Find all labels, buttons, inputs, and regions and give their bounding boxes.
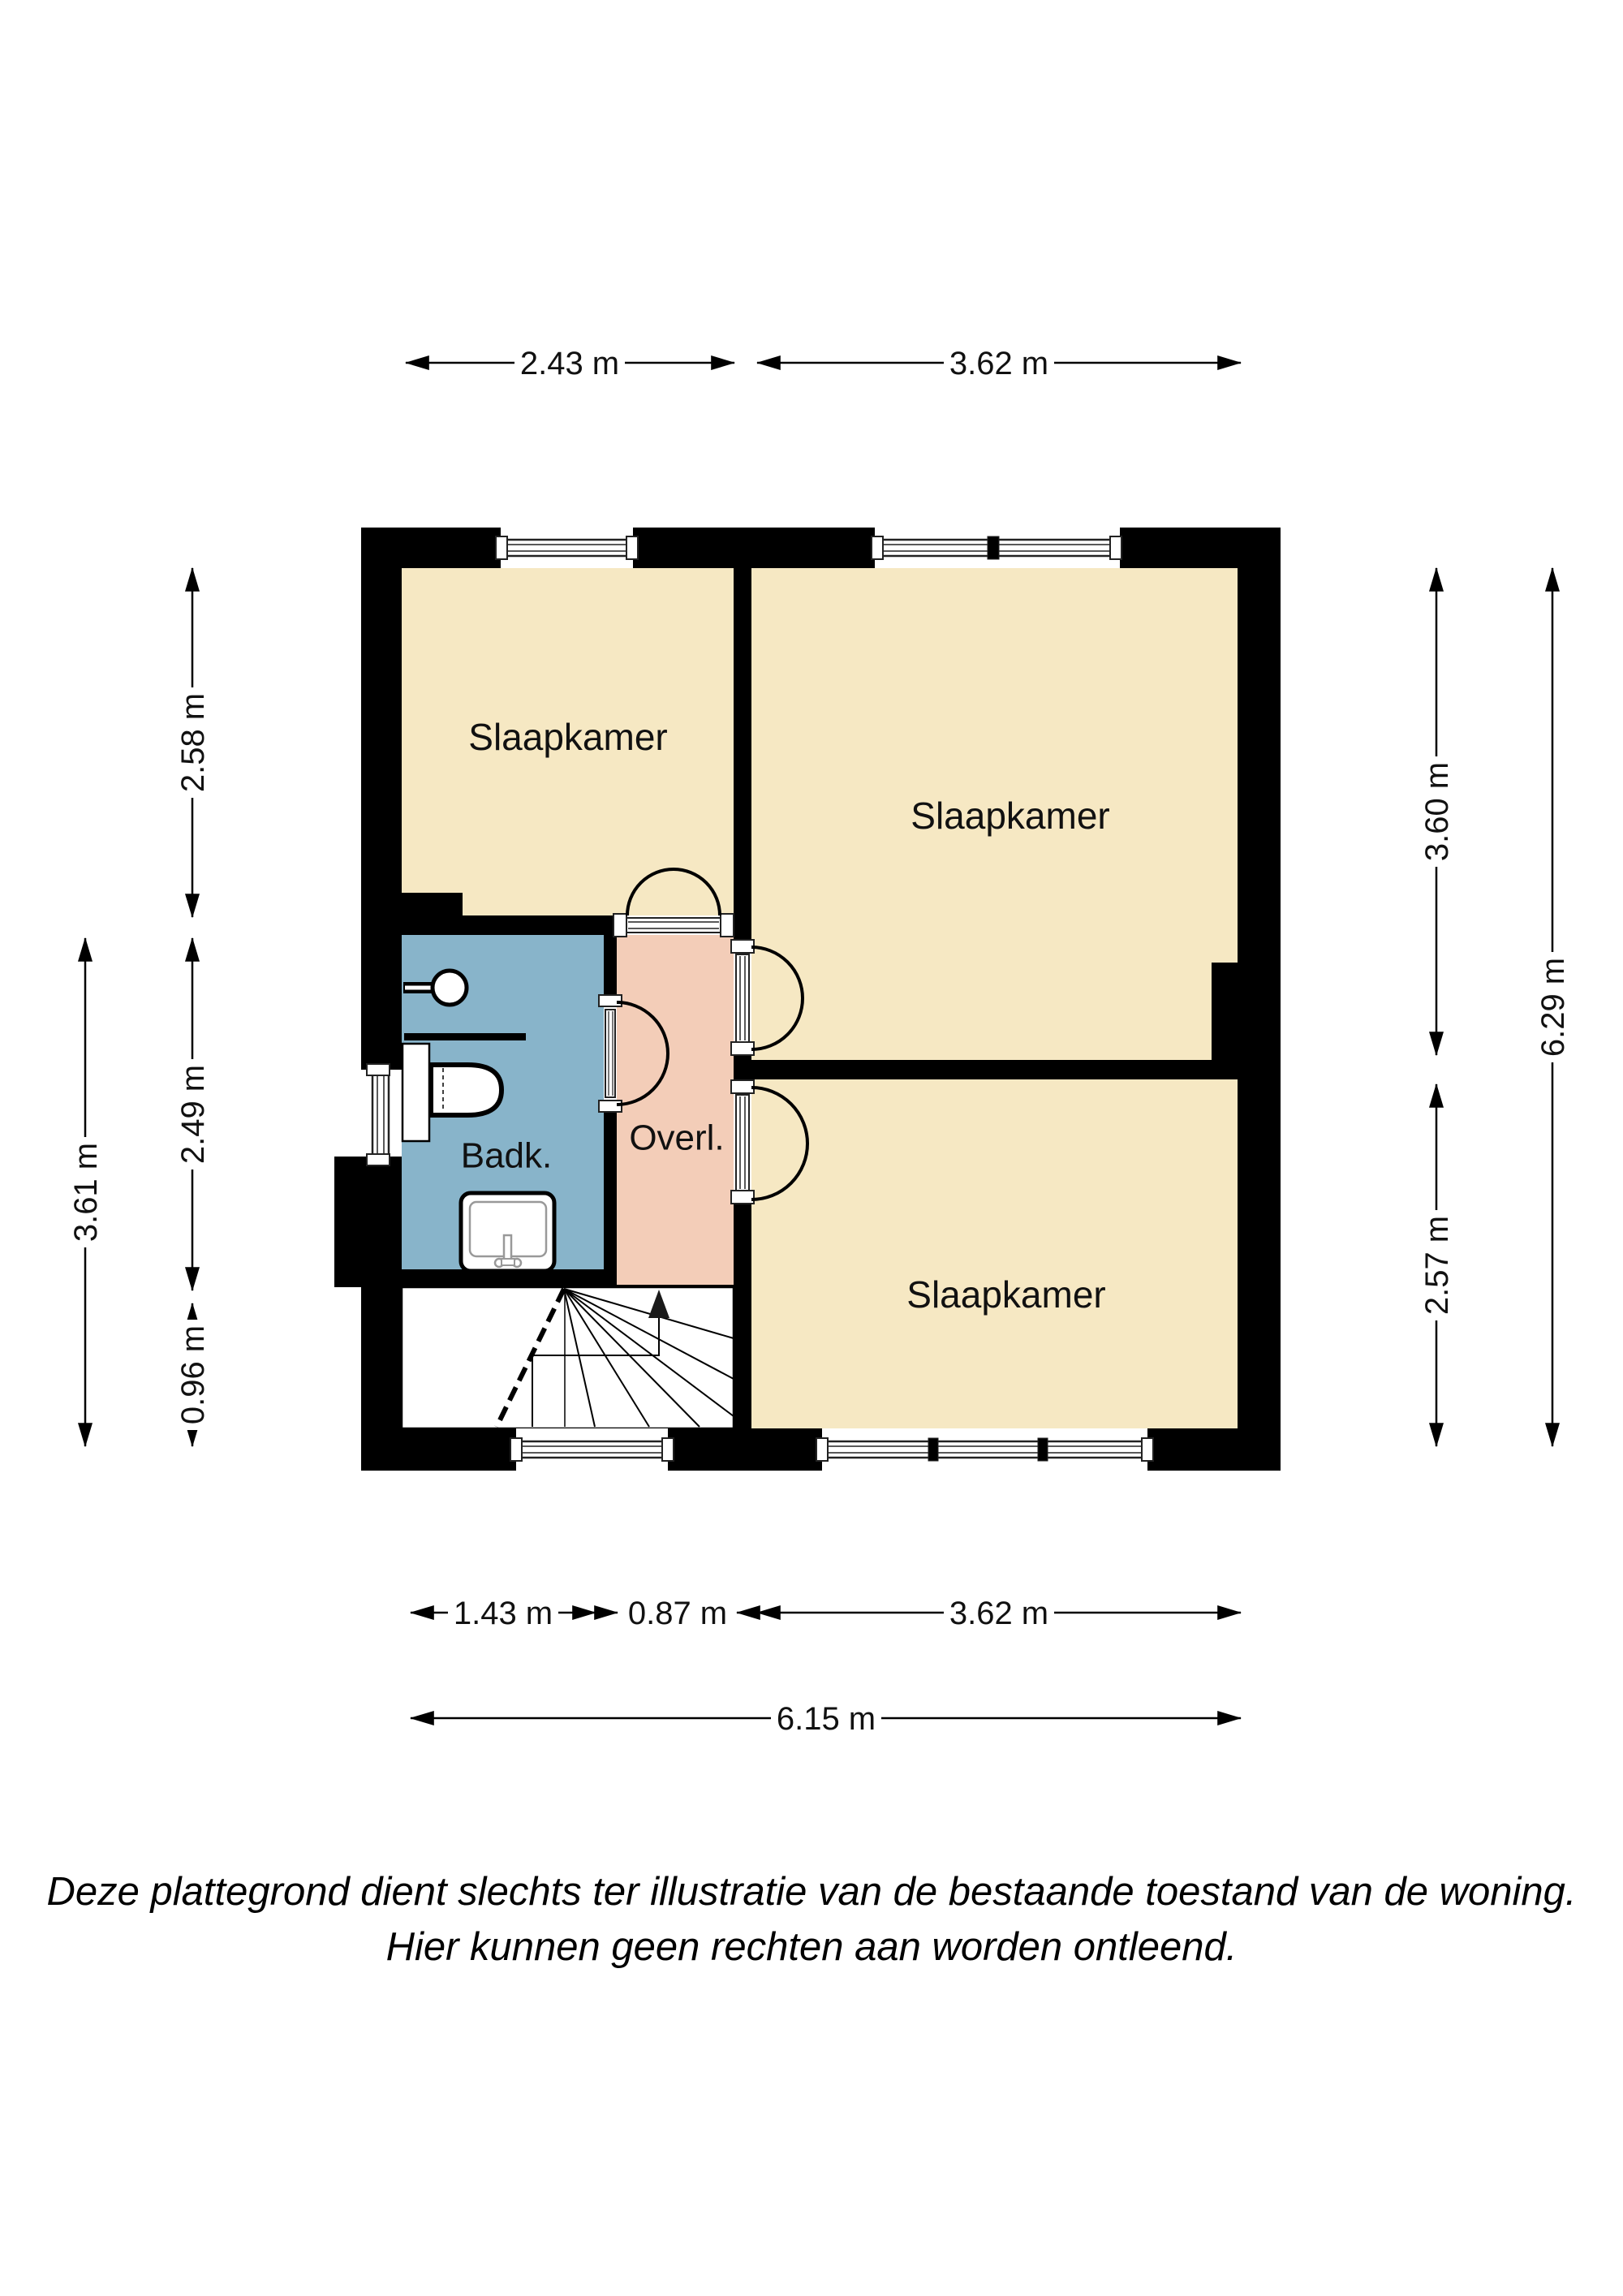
wall-middle-stub [734, 1053, 751, 1083]
dim-left-total-text: 3.61 m [68, 1142, 104, 1243]
dim-top-right-text: 3.62 m [949, 346, 1049, 381]
wall-left-protrusion [334, 1157, 402, 1287]
dim-right-lower-text: 2.57 m [1419, 1215, 1455, 1316]
wall-bathroom-landing-lower [604, 1109, 617, 1274]
label-bedroom-left: Slaapkamer [468, 716, 668, 758]
window-top-right [872, 528, 1121, 568]
label-bedroom-top-right: Slaapkamer [911, 795, 1110, 837]
wall-middle-upper [734, 568, 751, 943]
wall-bedrooms-divider [751, 1060, 1238, 1079]
wall-landing-stairs-line [617, 1285, 734, 1287]
window-bottom-bedroom [816, 1428, 1153, 1471]
dim-bottom-middle-text: 0.87 m [627, 1596, 728, 1631]
label-bathroom: Badk. [460, 1135, 553, 1176]
dim-left-upper [174, 568, 211, 917]
wall-middle-lower [734, 1202, 751, 1428]
window-top-left [496, 528, 638, 568]
wall-bathroom-landing-upper [604, 935, 617, 998]
washbasin-icon [461, 1193, 554, 1271]
dim-bottom-left-text: 1.43 m [453, 1596, 553, 1631]
disclaimer-line-1: Deze plattegrond dient slechts ter illustratie van de bestaande toestand van de woning. [46, 1870, 1577, 1914]
dim-right-total-text: 6.29 m [1535, 957, 1571, 1058]
dim-right-lower [1419, 1084, 1455, 1446]
wall-bedroom-pier [402, 893, 463, 935]
dim-top-left [406, 345, 734, 381]
dim-right-upper [1419, 568, 1455, 1055]
disclaimer-line-2: Hier kunnen geen rechten aan worden ontleend. [385, 1925, 1238, 1969]
dim-left-middle [174, 938, 211, 1290]
dim-bottom-total [411, 1700, 1241, 1737]
dim-bottom-left [411, 1595, 596, 1631]
dim-left-total [67, 938, 104, 1446]
dim-right-upper-text: 3.60 m [1419, 761, 1455, 862]
dim-left-lower-text: 0.96 m [175, 1325, 211, 1425]
wall-right [1238, 528, 1281, 1471]
dim-left-lower [174, 1303, 211, 1446]
wall-left-upper [361, 528, 402, 1070]
dim-bottom-total-text: 6.15 m [776, 1701, 876, 1737]
dim-top-right [757, 345, 1241, 381]
dim-right-total [1535, 568, 1571, 1446]
dim-bottom-right-text: 3.62 m [949, 1596, 1049, 1631]
wall-bottom-right [1147, 1428, 1281, 1471]
room-bedroom-bottom-right [751, 1079, 1238, 1428]
room-landing [617, 935, 734, 1287]
wall-bottom-middle [668, 1428, 822, 1471]
dim-top-left-text: 2.43 m [519, 346, 620, 381]
wall-bottom-left [361, 1428, 516, 1471]
label-bedroom-bottom-right: Slaapkamer [906, 1273, 1106, 1316]
stairs-icon [402, 1287, 734, 1428]
wall-top-middle [633, 528, 875, 568]
shelf-icon [404, 1033, 526, 1040]
dim-bottom-middle [601, 1596, 753, 1631]
dim-bottom-right [757, 1595, 1241, 1631]
dim-left-middle-text: 2.49 m [175, 1064, 211, 1165]
dim-left-upper-text: 2.58 m [175, 692, 211, 793]
label-landing: Overl. [629, 1118, 725, 1158]
window-bottom-stairs [510, 1428, 674, 1471]
window-left-bathroom [361, 1064, 402, 1165]
